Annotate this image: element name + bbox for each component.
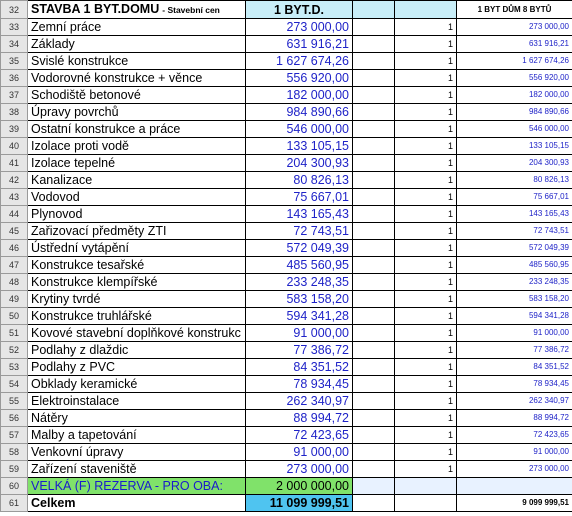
row-number[interactable]: 37 — [1, 87, 28, 104]
empty-cell[interactable] — [353, 376, 395, 393]
item-name-cell[interactable]: Konstrukce truhlářské — [28, 308, 246, 325]
count-cell[interactable]: 1 — [395, 155, 457, 172]
empty-cell[interactable] — [353, 70, 395, 87]
empty-cell[interactable] — [353, 308, 395, 325]
count-cell[interactable]: 1 — [395, 87, 457, 104]
item-value-cell[interactable]: 182 000,00 — [246, 87, 353, 104]
item-name-cell[interactable]: Vodovod — [28, 189, 246, 206]
total-small-value-cell[interactable]: 9 099 999,51 — [457, 495, 572, 512]
count-cell[interactable]: 1 — [395, 189, 457, 206]
row-number[interactable]: 47 — [1, 257, 28, 274]
empty-cell[interactable] — [353, 155, 395, 172]
column-header-value[interactable]: 1 BYT.D. — [246, 1, 353, 19]
empty-cell[interactable] — [353, 104, 395, 121]
table-row — [1, 461, 572, 478]
header-row — [1, 1, 572, 19]
empty-cell[interactable] — [353, 393, 395, 410]
table-row — [1, 104, 572, 121]
table-row — [1, 206, 572, 223]
item-name-cell[interactable]: Základy — [28, 36, 246, 53]
row-number[interactable]: 34 — [1, 36, 28, 53]
count-cell[interactable]: 1 — [395, 410, 457, 427]
table-row — [1, 325, 572, 342]
empty-cell[interactable] — [353, 257, 395, 274]
small-value-cell[interactable]: 182 000,00 — [457, 87, 572, 104]
item-name-cell[interactable]: Podlahy z dlaždic — [28, 342, 246, 359]
row-number[interactable]: 41 — [1, 155, 28, 172]
count-cell[interactable]: 1 — [395, 70, 457, 87]
row-number[interactable]: 54 — [1, 376, 28, 393]
small-value-cell[interactable]: 72 743,51 — [457, 223, 572, 240]
empty-cell[interactable] — [353, 172, 395, 189]
small-value-cell[interactable]: 546 000,00 — [457, 121, 572, 138]
item-value-cell[interactable]: 594 341,28 — [246, 308, 353, 325]
empty-cell[interactable] — [353, 291, 395, 308]
row-number[interactable]: 60 — [1, 478, 28, 495]
small-value-cell[interactable]: 556 920,00 — [457, 70, 572, 87]
item-value-cell[interactable]: 572 049,39 — [246, 240, 353, 257]
table-row — [1, 70, 572, 87]
small-value-cell[interactable]: 75 667,01 — [457, 189, 572, 206]
item-name-cell[interactable]: Kovové stavební doplňkové konstrukc — [28, 325, 246, 342]
count-cell[interactable]: 1 — [395, 53, 457, 70]
small-value-cell[interactable]: 1 627 674,26 — [457, 53, 572, 70]
item-value-cell[interactable]: 204 300,93 — [246, 155, 353, 172]
row-number[interactable]: 51 — [1, 325, 28, 342]
count-cell[interactable]: 1 — [395, 206, 457, 223]
row-number[interactable]: 57 — [1, 427, 28, 444]
count-cell[interactable]: 1 — [395, 325, 457, 342]
item-name-cell[interactable]: Svislé konstrukce — [28, 53, 246, 70]
empty-cell[interactable] — [353, 478, 395, 495]
empty-cell[interactable] — [353, 19, 395, 36]
row-number[interactable]: 38 — [1, 104, 28, 121]
reserve-value-cell[interactable]: 2 000 000,00 — [246, 478, 353, 495]
count-cell[interactable]: 1 — [395, 36, 457, 53]
count-cell[interactable]: 1 — [395, 444, 457, 461]
empty-cell[interactable] — [353, 359, 395, 376]
row-number[interactable]: 46 — [1, 240, 28, 257]
item-value-cell[interactable]: 88 994,72 — [246, 410, 353, 427]
empty-cell[interactable] — [353, 274, 395, 291]
total-label-cell[interactable]: Celkem — [28, 495, 246, 512]
empty-cell[interactable] — [353, 461, 395, 478]
empty-cell[interactable] — [353, 1, 395, 19]
row-number[interactable]: 59 — [1, 461, 28, 478]
count-cell[interactable]: 1 — [395, 274, 457, 291]
row-number[interactable]: 49 — [1, 291, 28, 308]
count-cell[interactable]: 1 — [395, 172, 457, 189]
table-row — [1, 223, 572, 240]
item-name-cell[interactable]: Vodorovné konstrukce + věnce — [28, 70, 246, 87]
table-row — [1, 359, 572, 376]
table-row — [1, 427, 572, 444]
count-cell[interactable]: 1 — [395, 138, 457, 155]
item-value-cell[interactable]: 631 916,21 — [246, 36, 353, 53]
count-cell[interactable]: 1 — [395, 376, 457, 393]
item-value-cell[interactable]: 262 340,97 — [246, 393, 353, 410]
item-name-cell[interactable]: Zařízení staveniště — [28, 461, 246, 478]
table-row — [1, 19, 572, 36]
empty-cell[interactable] — [353, 223, 395, 240]
item-name-cell[interactable]: Zemní práce — [28, 19, 246, 36]
table-row — [1, 308, 572, 325]
item-value-cell[interactable]: 556 920,00 — [246, 70, 353, 87]
item-value-cell[interactable]: 72 743,51 — [246, 223, 353, 240]
small-value-cell[interactable]: 91 000,00 — [457, 325, 572, 342]
item-value-cell[interactable]: 84 351,52 — [246, 359, 353, 376]
item-name-cell[interactable]: Elektroinstalace — [28, 393, 246, 410]
table-row — [1, 53, 572, 70]
small-value-cell[interactable]: 91 000,00 — [457, 444, 572, 461]
empty-cell[interactable] — [353, 342, 395, 359]
row-number[interactable]: 52 — [1, 342, 28, 359]
count-cell[interactable]: 1 — [395, 342, 457, 359]
item-value-cell[interactable]: 273 000,00 — [246, 19, 353, 36]
empty-cell[interactable] — [353, 325, 395, 342]
item-name-cell[interactable]: Úpravy povrchů — [28, 104, 246, 121]
item-name-cell[interactable]: Kanalizace — [28, 172, 246, 189]
table-row — [1, 240, 572, 257]
sheet-subtitle: - Stavební cen — [162, 5, 220, 15]
row-number[interactable]: 45 — [1, 223, 28, 240]
small-value-cell[interactable]: 631 916,21 — [457, 36, 572, 53]
item-name-cell[interactable]: Nátěry — [28, 410, 246, 427]
row-number[interactable]: 50 — [1, 308, 28, 325]
small-value-cell[interactable]: 583 158,20 — [457, 291, 572, 308]
table-row — [1, 155, 572, 172]
count-cell[interactable]: 1 — [395, 240, 457, 257]
small-value-cell[interactable]: 84 351,52 — [457, 359, 572, 376]
row-number[interactable]: 48 — [1, 274, 28, 291]
empty-cell[interactable] — [457, 478, 572, 495]
item-value-cell[interactable]: 77 386,72 — [246, 342, 353, 359]
row-number[interactable]: 43 — [1, 189, 28, 206]
item-value-cell[interactable]: 143 165,43 — [246, 206, 353, 223]
row-number[interactable]: 39 — [1, 121, 28, 138]
small-value-cell[interactable]: 594 341,28 — [457, 308, 572, 325]
empty-cell[interactable] — [353, 121, 395, 138]
item-value-cell[interactable]: 984 890,66 — [246, 104, 353, 121]
row-number[interactable]: 55 — [1, 393, 28, 410]
small-value-cell[interactable]: 133 105,15 — [457, 138, 572, 155]
reserve-row — [1, 478, 572, 495]
item-name-cell[interactable]: Zařizovací předměty ZTI — [28, 223, 246, 240]
total-value-cell[interactable]: 11 099 999,51 — [246, 495, 353, 512]
empty-cell[interactable] — [353, 189, 395, 206]
table-row — [1, 36, 572, 53]
table-row — [1, 342, 572, 359]
item-value-cell[interactable]: 546 000,00 — [246, 121, 353, 138]
row-number[interactable]: 40 — [1, 138, 28, 155]
small-value-cell[interactable]: 273 000,00 — [457, 19, 572, 36]
table-row — [1, 376, 572, 393]
count-cell[interactable]: 1 — [395, 427, 457, 444]
empty-cell[interactable] — [353, 444, 395, 461]
item-name-cell[interactable]: Krytiny tvrdé — [28, 291, 246, 308]
item-value-cell[interactable]: 133 105,15 — [246, 138, 353, 155]
item-name-cell[interactable]: Ústřední vytápění — [28, 240, 246, 257]
item-value-cell[interactable]: 583 158,20 — [246, 291, 353, 308]
table-row — [1, 189, 572, 206]
title-cell[interactable] — [28, 1, 246, 19]
item-name-cell[interactable]: Konstrukce tesařské — [28, 257, 246, 274]
small-value-cell[interactable]: 143 165,43 — [457, 206, 572, 223]
count-cell[interactable]: 1 — [395, 19, 457, 36]
small-value-cell[interactable]: 984 890,66 — [457, 104, 572, 121]
empty-cell[interactable] — [353, 138, 395, 155]
row-number[interactable]: 33 — [1, 19, 28, 36]
empty-cell[interactable] — [353, 240, 395, 257]
count-cell[interactable]: 1 — [395, 393, 457, 410]
small-value-cell[interactable]: 88 994,72 — [457, 410, 572, 427]
small-value-cell[interactable]: 78 934,45 — [457, 376, 572, 393]
item-value-cell[interactable]: 75 667,01 — [246, 189, 353, 206]
row-number[interactable]: 36 — [1, 70, 28, 87]
table-row — [1, 87, 572, 104]
item-value-cell[interactable]: 80 826,13 — [246, 172, 353, 189]
count-cell[interactable]: 1 — [395, 104, 457, 121]
row-number[interactable]: 44 — [1, 206, 28, 223]
item-name-cell[interactable]: Izolace tepelné — [28, 155, 246, 172]
small-value-cell[interactable]: 273 000,00 — [457, 461, 572, 478]
small-value-cell[interactable]: 572 049,39 — [457, 240, 572, 257]
empty-cell[interactable] — [353, 53, 395, 70]
table-row — [1, 410, 572, 427]
row-number[interactable]: 32 — [1, 1, 28, 19]
item-value-cell[interactable]: 72 423,65 — [246, 427, 353, 444]
reserve-label-cell[interactable]: VELKÁ (F) REZERVA - PRO OBA: — [28, 478, 246, 495]
row-number[interactable]: 42 — [1, 172, 28, 189]
table-row — [1, 257, 572, 274]
row-number[interactable]: 58 — [1, 444, 28, 461]
sheet-title: STAVBA 1 BYT.DOMU — [31, 2, 160, 16]
count-cell[interactable]: 1 — [395, 257, 457, 274]
table-row — [1, 393, 572, 410]
empty-cell[interactable] — [353, 87, 395, 104]
small-value-cell[interactable]: 262 340,97 — [457, 393, 572, 410]
empty-cell[interactable] — [353, 410, 395, 427]
count-cell[interactable]: 1 — [395, 359, 457, 376]
table-row — [1, 172, 572, 189]
row-number[interactable]: 35 — [1, 53, 28, 70]
small-value-cell[interactable]: 204 300,93 — [457, 155, 572, 172]
item-name-cell[interactable]: Ostatní konstrukce a práce — [28, 121, 246, 138]
row-number[interactable]: 61 — [1, 495, 28, 512]
item-name-cell[interactable]: Plynovod — [28, 206, 246, 223]
item-value-cell[interactable]: 273 000,00 — [246, 461, 353, 478]
row-number[interactable]: 53 — [1, 359, 28, 376]
table-row — [1, 274, 572, 291]
row-number[interactable]: 56 — [1, 410, 28, 427]
empty-cell[interactable] — [395, 1, 457, 19]
count-cell[interactable]: 1 — [395, 308, 457, 325]
empty-cell[interactable] — [395, 495, 457, 512]
item-value-cell[interactable]: 91 000,00 — [246, 325, 353, 342]
empty-cell[interactable] — [353, 495, 395, 512]
small-value-cell[interactable]: 485 560,95 — [457, 257, 572, 274]
small-value-cell[interactable]: 72 423,65 — [457, 427, 572, 444]
item-value-cell[interactable]: 233 248,35 — [246, 274, 353, 291]
column-header-small[interactable]: 1 BYT DŮM 8 BYTŮ — [457, 1, 572, 19]
item-value-cell[interactable]: 78 934,45 — [246, 376, 353, 393]
item-value-cell[interactable]: 485 560,95 — [246, 257, 353, 274]
table-row — [1, 121, 572, 138]
count-cell[interactable]: 1 — [395, 121, 457, 138]
item-value-cell[interactable]: 1 627 674,26 — [246, 53, 353, 70]
item-name-cell[interactable]: Schodiště betonové — [28, 87, 246, 104]
small-value-cell[interactable]: 77 386,72 — [457, 342, 572, 359]
item-name-cell[interactable]: Malby a tapetování — [28, 427, 246, 444]
empty-cell[interactable] — [395, 478, 457, 495]
empty-cell[interactable] — [353, 36, 395, 53]
item-name-cell[interactable]: Konstrukce klempířské — [28, 274, 246, 291]
item-name-cell[interactable]: Podlahy z PVC — [28, 359, 246, 376]
item-name-cell[interactable]: Venkovní úpravy — [28, 444, 246, 461]
empty-cell[interactable] — [353, 206, 395, 223]
item-value-cell[interactable]: 91 000,00 — [246, 444, 353, 461]
small-value-cell[interactable]: 233 248,35 — [457, 274, 572, 291]
total-row — [1, 495, 572, 512]
small-value-cell[interactable]: 80 826,13 — [457, 172, 572, 189]
count-cell[interactable]: 1 — [395, 291, 457, 308]
table-row — [1, 138, 572, 155]
table-row — [1, 291, 572, 308]
table-row — [1, 444, 572, 461]
item-name-cell[interactable]: Obklady keramické — [28, 376, 246, 393]
empty-cell[interactable] — [353, 427, 395, 444]
item-name-cell[interactable]: Izolace proti vodě — [28, 138, 246, 155]
count-cell[interactable]: 1 — [395, 461, 457, 478]
count-cell[interactable]: 1 — [395, 223, 457, 240]
